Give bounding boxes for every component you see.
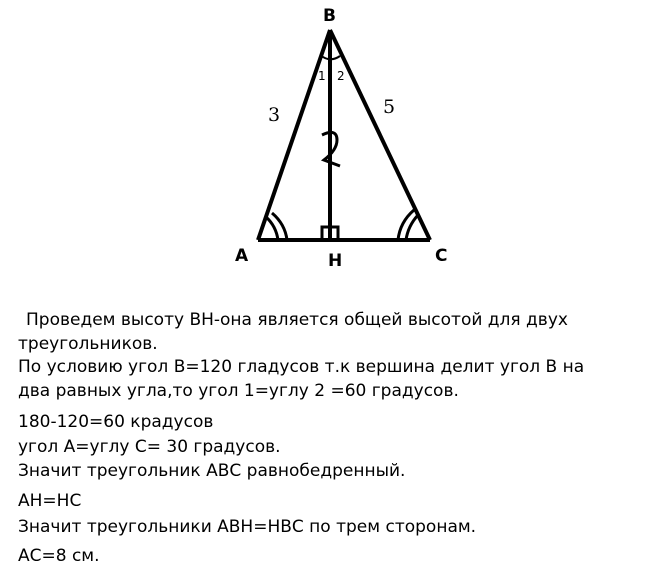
solution-line-1: Проведем высоту ВН-она является общей высотой для двух bbox=[26, 310, 568, 330]
vertex-b-label: B bbox=[323, 6, 336, 26]
solution-line-4: два равных угла,то угол 1=углу 2 =60 градусов. bbox=[18, 381, 459, 401]
solution-line-8: АН=НС bbox=[18, 491, 82, 511]
solution-line-9: Значит треугольники АВН=НВС по трем сторонам. bbox=[18, 517, 477, 537]
solution-line-7: Значит треугольник АВС равнобедренный. bbox=[18, 461, 406, 481]
solution-line-10: АС=8 см. bbox=[18, 546, 100, 566]
vertex-a-label: A bbox=[235, 246, 249, 266]
angle-1-label: 1 bbox=[318, 69, 326, 83]
solution-line-3: По условию угол В=120 гладусов т.к вершина делит угол В на bbox=[18, 357, 585, 377]
side-bc-label: 5 bbox=[383, 96, 396, 118]
vertex-c-label: C bbox=[435, 246, 448, 266]
solution-line-6: угол А=углу С= 30 градусов. bbox=[18, 437, 281, 457]
vertex-h-label: H bbox=[328, 251, 343, 271]
solution-line-5: 180-120=60 крадусов bbox=[18, 412, 214, 432]
side-ab-label: 3 bbox=[268, 104, 281, 126]
solution-line-2: треугольников. bbox=[18, 334, 158, 354]
angle-2-label: 2 bbox=[337, 69, 345, 83]
